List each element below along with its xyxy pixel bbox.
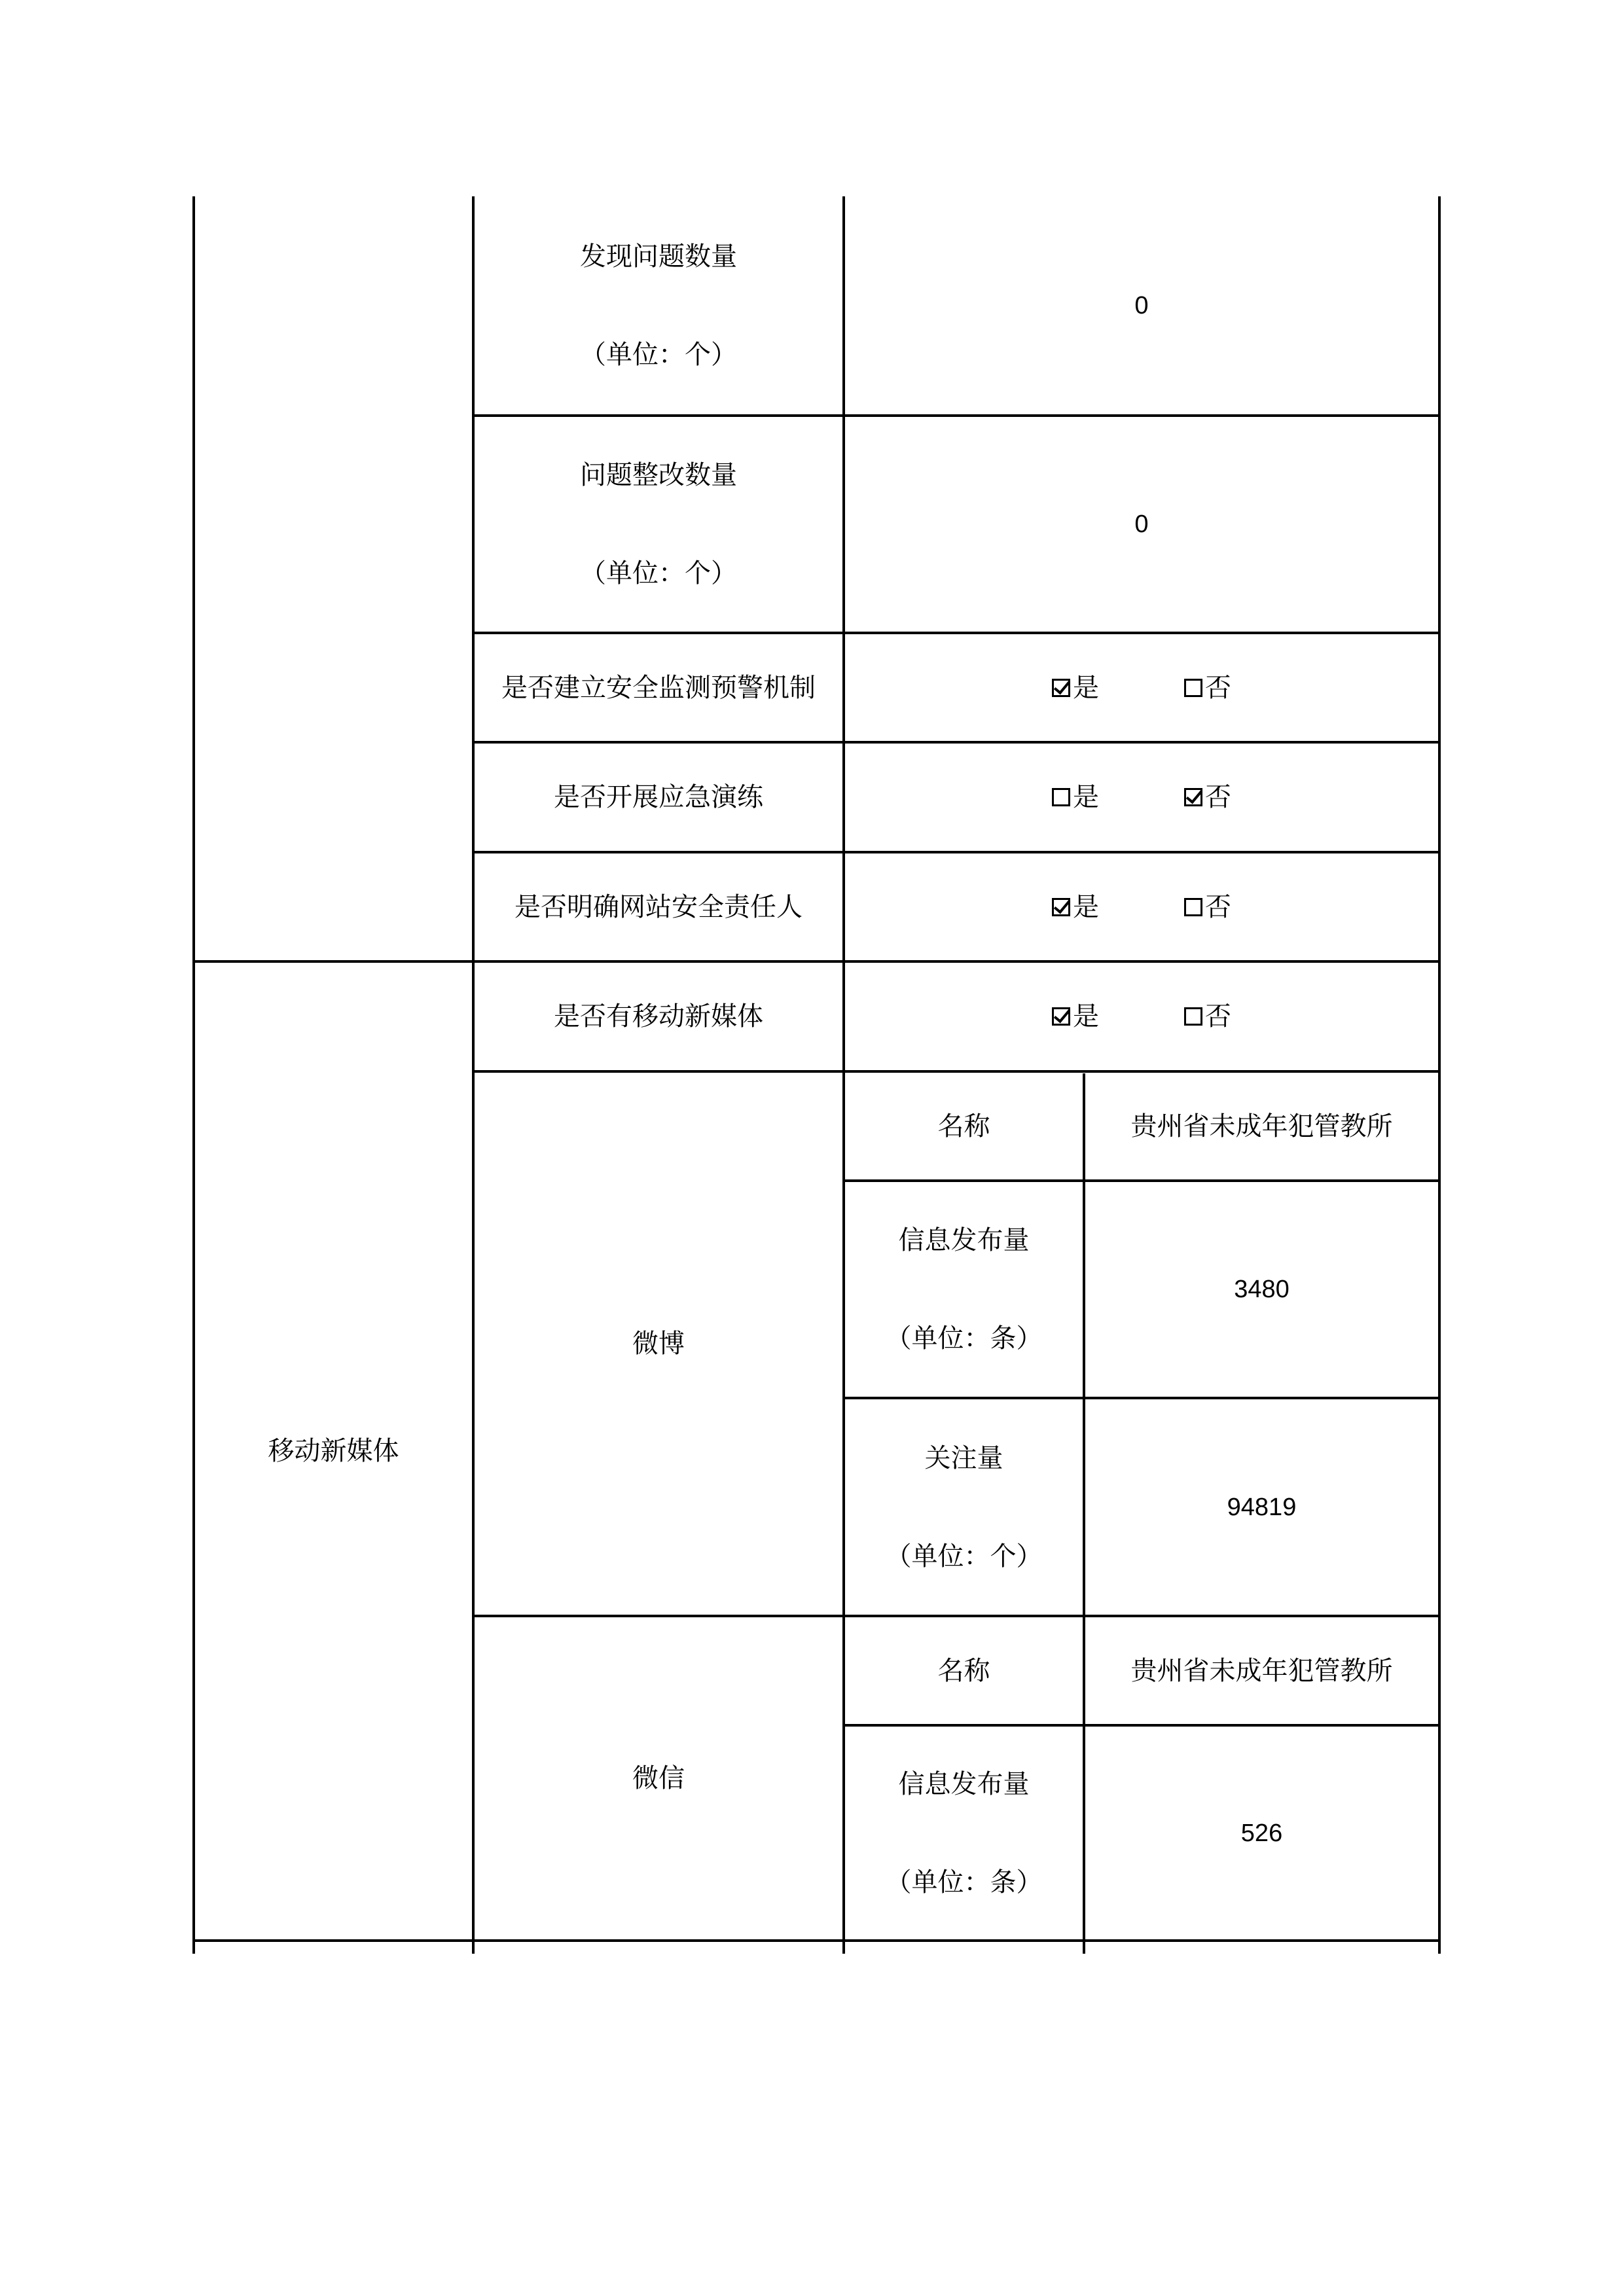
has-media-label: 是否有移动新媒体 [554,1001,763,1031]
drill-label: 是否开展应急演练 [554,782,763,812]
checkbox-icon[interactable] [1052,679,1070,697]
owner-label-cell [475,853,842,960]
drill-no-option[interactable] [1184,784,1231,810]
wechat-posts-label-cell [845,1727,1083,1939]
owner-label: 是否明确网站安全责任人 [514,891,803,922]
weibo-followers-label-cell [845,1399,1083,1615]
weibo-label: 微博 [632,1329,685,1359]
weibo-name-label: 名称 [937,1111,990,1141]
weibo-name-label-cell [845,1073,1083,1179]
checkbox-icon[interactable] [1184,679,1202,697]
option-label: 否 [1205,672,1231,703]
weibo-posts-unit: （单位：条） [885,1323,1043,1354]
issues-fixed-value: 0 [1134,511,1149,538]
checkbox-icon[interactable] [1184,788,1202,806]
wechat-posts-value-cell [1085,1727,1438,1939]
drill-options [845,744,1438,851]
wechat-name-label-cell [845,1617,1083,1724]
weibo-posts-value-cell [1085,1182,1438,1397]
owner-yes-option[interactable] [1052,891,1099,922]
weibo-followers-label: 关注量 [924,1443,1003,1473]
wechat-name-label: 名称 [937,1655,990,1686]
monitoring-options [845,634,1438,741]
checkbox-icon[interactable] [1052,1007,1070,1026]
weibo-posts-label-cell [845,1182,1083,1397]
issues-found-label: 发现问题数量 [580,241,737,272]
monitoring-label: 是否建立安全监测预警机制 [501,672,816,703]
checkbox-icon[interactable] [1052,898,1070,916]
issues-fixed-value-cell [845,417,1438,632]
weibo-followers-value: 94819 [1227,1493,1297,1521]
option-label: 否 [1205,782,1231,812]
has-media-label-cell [475,963,842,1070]
wechat-posts-unit: （单位：条） [885,1867,1043,1897]
option-label: 是 [1073,782,1099,812]
monitoring-no-option[interactable] [1184,672,1231,703]
drill-label-cell [475,744,842,851]
owner-options [845,853,1438,960]
issues-fixed-label: 问题整改数量 [580,460,737,490]
checkbox-icon[interactable] [1052,788,1070,806]
wechat-posts-value: 526 [1240,1819,1283,1847]
issues-fixed-unit: （单位：个） [580,558,737,588]
weibo-name-value-cell [1085,1073,1438,1179]
option-label: 是 [1073,891,1099,922]
issues-found-label-cell [475,196,842,414]
option-label: 否 [1205,1001,1231,1031]
wechat-name-value-cell [1085,1617,1438,1724]
grid-line [1438,196,1441,1954]
monitoring-yes-option[interactable] [1052,672,1099,703]
issues-found-value: 0 [1134,291,1149,319]
has-media-no-option[interactable] [1184,1003,1231,1030]
weibo-followers-unit: （单位：个） [885,1541,1043,1571]
wechat-name-value: 贵州省未成年犯管教所 [1130,1655,1393,1686]
media-section-label: 移动新媒体 [268,1436,399,1466]
checkbox-icon[interactable] [1184,1007,1202,1026]
weibo-label-cell [475,1073,842,1615]
wechat-label: 微信 [632,1763,685,1793]
option-label: 是 [1073,672,1099,703]
issues-found-unit: （单位：个） [580,339,737,370]
weibo-posts-label: 信息发布量 [898,1225,1030,1255]
weibo-posts-value: 3480 [1234,1276,1290,1303]
monitoring-label-cell [475,634,842,741]
owner-no-option[interactable] [1184,891,1231,922]
issues-fixed-label-cell [475,417,842,632]
has-media-yes-option[interactable] [1052,1003,1099,1030]
drill-yes-option[interactable] [1052,784,1099,810]
checkbox-icon[interactable] [1184,898,1202,916]
media-section-label-cell [195,963,472,1939]
has-media-options [845,963,1438,1070]
issues-found-value-cell [845,196,1438,414]
wechat-label-cell [475,1617,842,1939]
weibo-name-value: 贵州省未成年犯管教所 [1130,1111,1393,1141]
wechat-posts-label: 信息发布量 [898,1768,1030,1799]
option-label: 是 [1073,1001,1099,1031]
grid-line [192,1939,1441,1942]
weibo-followers-value-cell [1085,1399,1438,1615]
option-label: 否 [1205,891,1231,922]
